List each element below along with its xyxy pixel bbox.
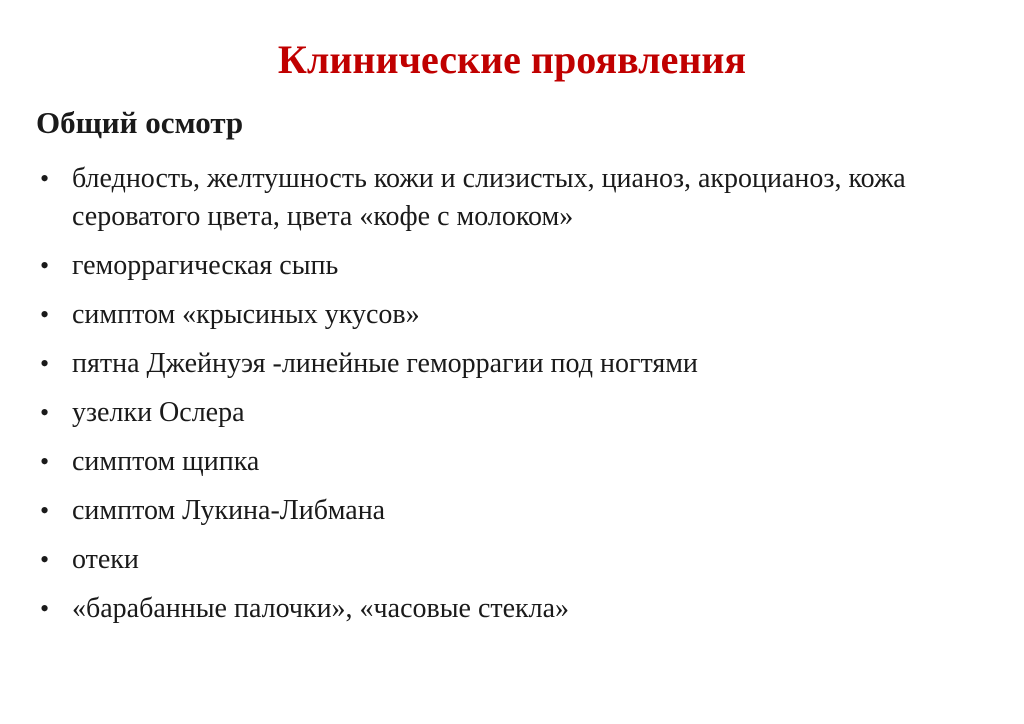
list-item <box>36 443 986 481</box>
list-item <box>36 492 986 530</box>
bullet-list <box>36 160 986 639</box>
list-item-text: бледность, желтушность кожи и слизистых, цианоз, акроцианоз, кожа сероватого цвета, цвета «кофе с молоком» <box>72 163 906 232</box>
bullet-icon: • <box>40 164 50 193</box>
list-item-text: отеки <box>72 544 139 575</box>
list-item-text: симптом Лукина-Либмана <box>72 495 386 526</box>
list-item-text: «барабанные палочки», «часовые стекла» <box>72 593 570 624</box>
list-item-text: симптом щипка <box>72 446 260 477</box>
list-item <box>36 345 986 383</box>
bullet-icon: • <box>40 594 50 623</box>
list-item-text: геморрагическая сыпь <box>72 250 339 281</box>
bullet-icon: • <box>40 545 50 574</box>
list-item <box>36 296 986 334</box>
bullet-icon: • <box>40 447 50 476</box>
list-item <box>36 394 986 432</box>
list-item <box>36 247 986 285</box>
list-item-text: узелки Ослера <box>72 397 245 428</box>
list-item <box>36 160 986 236</box>
list-item <box>36 541 986 579</box>
bullet-icon: • <box>40 349 50 378</box>
slide-title: Клинические проявления <box>277 37 747 82</box>
bullet-icon: • <box>40 398 50 427</box>
bullet-icon: • <box>40 496 50 525</box>
list-item-text: пятна Джейнуэя -линейные геморрагии под ногтями <box>72 348 698 379</box>
list-item-text: симптом «крысиных укусов» <box>72 299 420 330</box>
bullet-icon: • <box>40 251 50 280</box>
bullet-icon: • <box>40 300 50 329</box>
list-item <box>36 590 986 628</box>
section-heading: Общий осмотр <box>36 105 244 140</box>
